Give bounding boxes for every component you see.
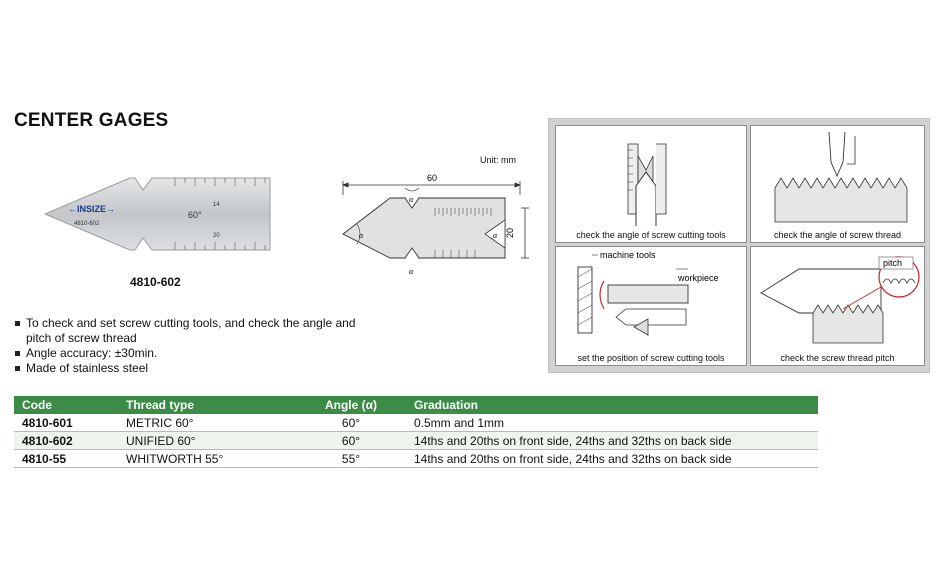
- feature-list: [14, 316, 359, 376]
- workpiece-label: workpiece: [678, 273, 719, 283]
- page-title: CENTER GAGES: [14, 110, 169, 131]
- model-label: 4810-602: [130, 275, 181, 289]
- cell-code: 4810-55: [14, 450, 118, 468]
- cell-code: 4810-601: [14, 414, 118, 432]
- cell-thread-type: METRIC 60°: [118, 414, 296, 432]
- table-header-row: [14, 396, 818, 414]
- usage-caption: check the angle of screw cutting tools: [576, 230, 726, 240]
- height-dimension: 20: [505, 227, 515, 238]
- cell-angle: 60°: [296, 432, 406, 450]
- column-header-angle: Angle (α): [296, 396, 406, 414]
- usage-cell-thread-pitch: [750, 246, 925, 366]
- alpha-left: α: [359, 231, 364, 240]
- cell-graduation: 14ths and 20ths on front side, 24ths and 32ths on back side: [406, 450, 818, 468]
- usage-cell-thread-angle: [750, 125, 925, 243]
- gage-angle-engraving: 60°: [188, 210, 202, 220]
- usage-cell-tool-position: [555, 246, 747, 366]
- alpha-bottom: α: [409, 267, 414, 276]
- cell-thread-type: WHITWORTH 55°: [118, 450, 296, 468]
- gage-scale-14: 14: [213, 202, 220, 208]
- gage-scale-20: 20: [213, 233, 220, 239]
- usage-caption: check the screw thread pitch: [780, 353, 895, 363]
- center-gage-photo: [40, 172, 280, 262]
- column-header-graduation: Graduation: [406, 396, 818, 414]
- cell-angle: 55°: [296, 450, 406, 468]
- usage-caption: set the position of screw cutting tools: [577, 353, 725, 363]
- brand-logo: ←INSIZE→: [68, 204, 116, 214]
- table-row: [14, 450, 818, 468]
- cell-graduation: 0.5mm and 1mm: [406, 414, 818, 432]
- alpha-right: α: [493, 231, 498, 240]
- machine-tools-label: machine tools: [600, 250, 656, 260]
- feature-item: To check and set screw cutting tools, and check the angle and pitch of screw thread: [14, 316, 359, 346]
- technical-drawing: [335, 150, 535, 280]
- width-dimension: 60: [427, 173, 438, 183]
- table-row: [14, 414, 818, 432]
- pitch-label: pitch: [883, 258, 903, 268]
- feature-item: Made of stainless steel: [14, 361, 359, 376]
- spec-table: [14, 396, 818, 468]
- usage-caption: check the angle of screw thread: [773, 230, 902, 240]
- alpha-top: α: [409, 195, 414, 204]
- usage-panel: [548, 118, 930, 373]
- usage-cell-tool-angle: [555, 125, 747, 243]
- cell-code: 4810-602: [14, 432, 118, 450]
- feature-item: Angle accuracy: ±30min.: [14, 346, 359, 361]
- column-header-code: Code: [14, 396, 118, 414]
- unit-label: Unit: mm: [480, 155, 516, 165]
- gage-code-engraving: 4810-602: [74, 221, 100, 227]
- cell-thread-type: UNIFIED 60°: [118, 432, 296, 450]
- column-header-thread-type: Thread type: [118, 396, 296, 414]
- cell-angle: 60°: [296, 414, 406, 432]
- table-row: [14, 432, 818, 450]
- cell-graduation: 14ths and 20ths on front side, 24ths and 32ths on back side: [406, 432, 818, 450]
